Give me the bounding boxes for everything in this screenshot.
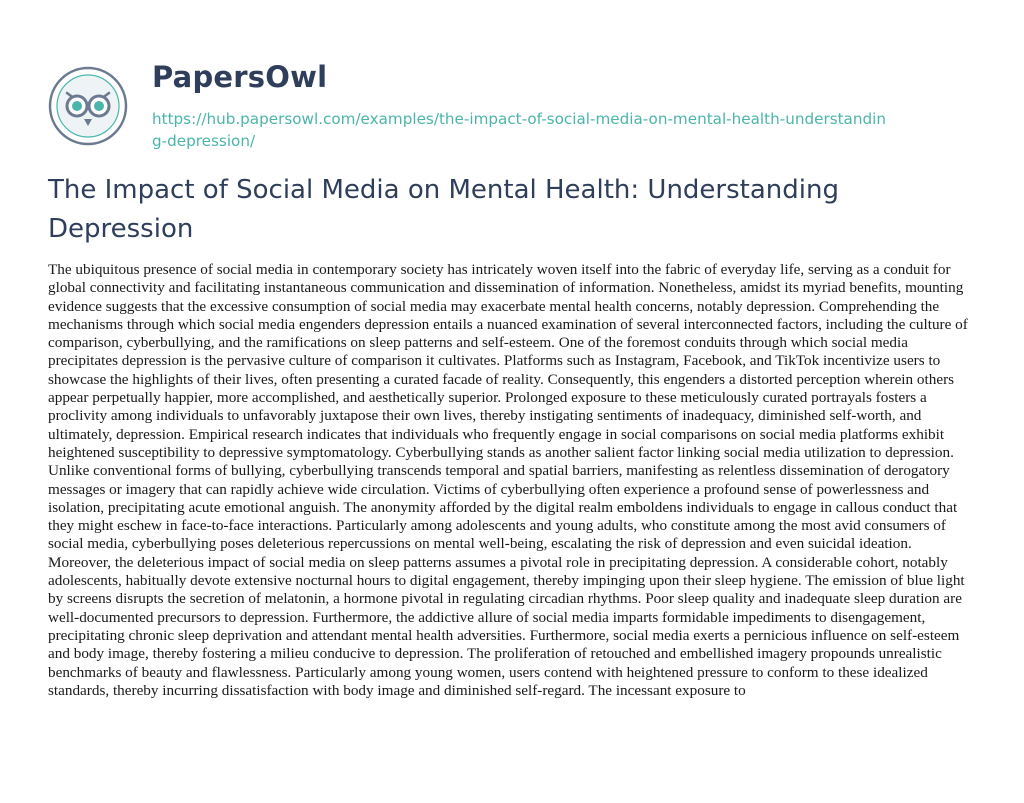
brand-name: PapersOwl	[152, 60, 328, 94]
source-url-link[interactable]: https://hub.papersowl.com/examples/the-impact-of-social-media-on-mental-health-understanding-depression/	[152, 110, 886, 150]
article-title: The Impact of Social Media on Mental Health: Understanding Depression	[48, 175, 839, 244]
page-header	[48, 56, 978, 156]
article-body: The ubiquitous presence of social media in contemporary society has intricately woven itself into the fabric of everyday life, serving as a conduit for global connectivity and facilitating instantaneous communication and dissemination of information. Nonetheless, amidst its myriad benefits, mounting evidence suggests that the excessive consumption of social media may exacerbate mental health concerns, notably depression. Comprehending the mechanisms through which social media engenders depression entails a nuanced examination of several interconnected factors, including the culture of comparison, cyberbullying, and the ramifications on sleep patterns and self-esteem. One of the foremost conduits through which social media precipitates depression is the pervasive culture of comparison it cultivates. Platforms such as Instagram, Facebook, and TikTok incentivize users to showcase the highlights of their lives, often presenting a curated facade of reality. Consequently, this engenders a distorted perception wherein others appear perpetually happier, more accomplished, and aesthetically superior. Prolonged exposure to these meticulously curated portrayals fosters a proclivity among individuals to unfavorably juxtapose their own lives, thereby instigating sentiments of inadequacy, diminished self-worth, and ultimately, depression. Empirical research indicates that individuals who frequently engage in social comparisons on social media platforms exhibit heightened susceptibility to depressive symptomatology. Cyberbullying stands as another salient factor linking social media utilization to depression. Unlike conventional forms of bullying, cyberbullying transcends temporal and spatial barriers, manifesting as relentless dissemination of derogatory messages or imagery that can rapidly achieve wide circulation. Victims of cyberbullying often experience a profound sense of powerlessness and isolation, precipitating acute emotional anguish. The anonymity afforded by the digital realm emboldens individuals to engage in callous conduct that they might eschew in face-to-face interactions. Particularly among adolescents and young adults, who constitute among the most avid consumers of social media, cyberbullying poses deleterious repercussions on mental well-being, escalating the risk of depression and even suicidal ideation. Moreover, the deleterious impact of social media on sleep patterns assumes a pivotal role in precipitating depression. A considerable cohort, notably adolescents, habitually devote extensive nocturnal hours to digital engagement, thereby impinging upon their sleep hygiene. The emission of blue light by screens disrupts the secretion of melatonin, a hormone pivotal in regulating circadian rhythms. Poor sleep quality and inadequate sleep duration are well-documented precursors to depression. Furthermore, the addictive allure of social media imparts formidable impediments to disengagement, precipitating chronic sleep deprivation and attendant mental health adversities. Furthermore, social media exerts a pernicious influence on self-esteem and body image, thereby fostering a milieu conducive to depression. The proliferation of retouched and embellished imagery propounds unrealistic benchmarks of beauty and flawlessness. Particularly among young women, users contend with heightened pressure to conform to these idealized standards, thereby incurring dissatisfaction with body image and diminished self-regard. The incessant exposure to	[48, 261, 968, 699]
owl-icon	[48, 66, 128, 146]
